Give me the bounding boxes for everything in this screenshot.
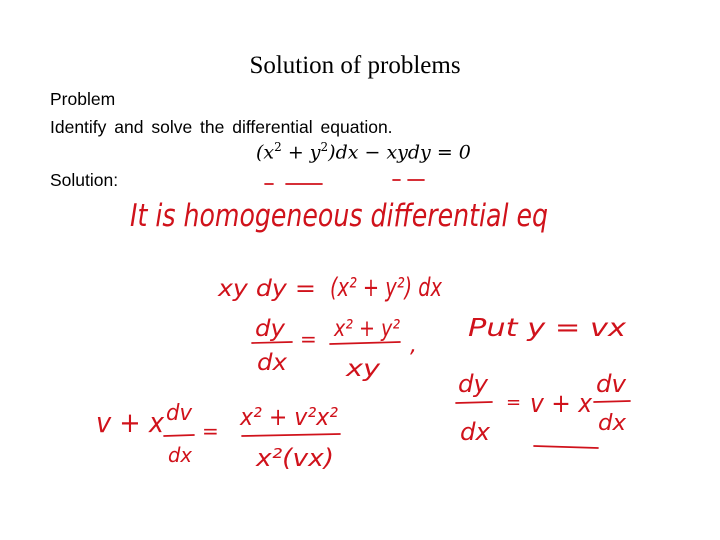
handwritten-dx: dx xyxy=(460,418,491,446)
handwritten-dv: dv xyxy=(166,401,193,426)
problem-statement: Identify and solve the differential equation. xyxy=(50,117,393,137)
solution-label: Solution: xyxy=(50,170,119,190)
underline-stroke xyxy=(534,446,598,448)
handwritten-fraction-numerator: x² + v²x² xyxy=(239,403,339,431)
handwritten-dv: dv xyxy=(596,370,627,398)
handwritten-v-plus-x: v + x xyxy=(530,389,593,419)
handwritten-dx: dx xyxy=(257,350,288,376)
handwritten-comma: , xyxy=(410,333,417,358)
fraction-bar xyxy=(330,342,400,344)
equation-exponent: 2 xyxy=(320,140,329,154)
slide-title: Solution of problems xyxy=(249,52,461,79)
equation-part: + y xyxy=(281,141,321,164)
fraction-bar xyxy=(252,342,292,343)
fraction-bar xyxy=(456,402,492,403)
handwritten-equation-rhs: (x² + y²) dx xyxy=(330,273,443,303)
handwritten-fraction-numerator: x² + y² xyxy=(333,316,400,342)
handwritten-dy: dy xyxy=(458,370,489,398)
fraction-bar xyxy=(242,434,340,436)
handwritten-fraction-denominator: xy xyxy=(344,356,381,382)
handwritten-v-plus-x: v + x xyxy=(96,406,165,439)
equation-exponent: 2 xyxy=(274,140,282,154)
fraction-bar xyxy=(594,401,630,402)
handwritten-equals: = xyxy=(300,327,317,351)
equation-part: )dx − xydy = 0 xyxy=(328,141,471,164)
handwritten-equals: = xyxy=(202,419,219,443)
handwritten-homogeneous-note: It is homogeneous differential eq xyxy=(130,198,548,234)
problem-label: Problem xyxy=(50,89,116,109)
handwritten-substitution: Put y = vx xyxy=(468,313,627,342)
handwritten-dx: dx xyxy=(168,443,193,467)
handwritten-equation-lhs: xy dy = xyxy=(216,276,316,302)
handwritten-dx: dx xyxy=(598,411,628,436)
equation-part: (x xyxy=(256,141,275,164)
fraction-bar xyxy=(164,435,194,436)
handwritten-dy: dy xyxy=(255,316,286,342)
handwritten-equals: = xyxy=(506,392,522,413)
handwritten-fraction-denominator: x²(vx) xyxy=(254,444,334,472)
